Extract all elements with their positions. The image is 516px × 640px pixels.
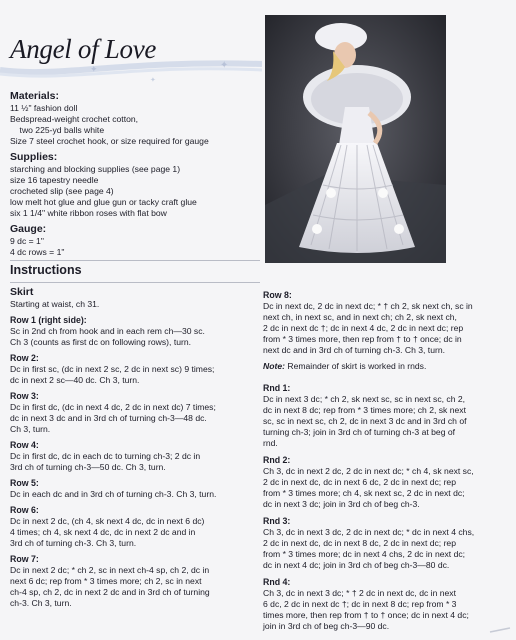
instructions-heading: Instructions [10, 263, 82, 277]
row-instruction-line: Ch 3, turn. [10, 424, 51, 434]
supplies-line: six 1 1/4" white ribbon roses with flat bow [10, 208, 167, 218]
row-instruction-line: Dc in next 2 dc, (ch 4, sk next 4 dc, dc in next 6 dc) [10, 516, 205, 526]
svg-text:✦: ✦ [150, 77, 156, 84]
round-instruction-line: Ch 3, dc in next 2 dc, 2 dc in next dc; * ch 4, sk next sc, [263, 466, 474, 476]
row-heading: Row 1 (right side): [10, 315, 87, 325]
row-block [10, 315, 260, 348]
row-heading: Row 4: [10, 440, 39, 450]
round-instruction-line: from * 3 times more; dc in next 4 chs, 2 dc in next dc; [263, 549, 466, 559]
round-block [263, 455, 513, 510]
row-instruction-line: Dc in first sc, (dc in next 2 sc, 2 dc in next sc) 9 times; [10, 364, 215, 374]
left-rows-list [10, 315, 260, 609]
round-instruction-line: turning ch-3; join in 3rd ch of turning ch-3 at beg of [263, 427, 456, 437]
round-block [263, 383, 513, 449]
row-block [10, 353, 260, 386]
row-instruction-line: 3rd ch of turning ch-3. Ch 3, turn. [10, 538, 137, 548]
gauge-line: 4 dc rows = 1" [10, 247, 65, 257]
round-instruction-line: Ch 3, dc in next 3 dc, 2 dc in next dc; * dc in next 4 chs, [263, 527, 475, 537]
svg-text:✦: ✦ [90, 64, 98, 74]
row-block [10, 505, 260, 549]
round-instruction-line: join in 3rd ch of beg ch-3—90 dc. [263, 621, 390, 631]
note [263, 361, 513, 372]
row-instruction-line: Dc in first dc, (dc in next 4 dc, 2 dc in next dc) 7 times; [10, 402, 216, 412]
right-rows-list [263, 290, 513, 356]
materials-line: Bedspread-weight crochet cotton, [10, 114, 139, 124]
page-title: Angel of Love [10, 34, 157, 64]
supplies-heading: Supplies: [10, 151, 58, 163]
round-instruction-line: from * 3 times more; ch 4, sk next sc, 2 dc in next dc; [263, 488, 465, 498]
supplies-line: low melt hot glue and glue gun or tacky craft glue [10, 197, 197, 207]
gauge-heading: Gauge: [10, 223, 47, 235]
row-instruction-line: next ch, in next sc, and in next ch; ch 2, sk next ch, [263, 312, 457, 322]
materials-line: 11 ½" fashion doll [10, 103, 78, 113]
supplies-line: crocheted slip (see page 4) [10, 186, 114, 196]
rounds-list [263, 383, 513, 632]
round-heading: Rnd 2: [263, 455, 291, 465]
round-block [263, 516, 513, 571]
round-instruction-line: Ch 3, dc in next 3 dc; * † 2 dc in next dc, dc in next [263, 588, 456, 598]
row-instruction-line: 3rd ch of turning ch-3—50 dc. Ch 3, turn. [10, 462, 166, 472]
row-instruction-line: 2 dc in next dc †; dc in next 4 dc, 2 dc in next dc; rep [263, 323, 464, 333]
row-heading: Row 2: [10, 353, 39, 363]
supplies-line: size 16 tapestry needle [10, 175, 99, 185]
round-instruction-line: 2 dc in next dc, dc in next 8 dc, 2 dc in next dc; rep [263, 538, 456, 548]
row-heading: Row 6: [10, 505, 39, 515]
round-instruction-line: sc, sc in next sc, ch 2, dc in next 3 dc and in 3rd ch of [263, 416, 467, 426]
row-instruction-line: 4 times; ch 4, sk next 4 dc, dc in next 2 dc and in [10, 527, 196, 537]
left-column [10, 90, 260, 609]
materials-line: two 225-yd balls white [10, 125, 105, 135]
supplies-line: starching and blocking supplies (see page 1) [10, 164, 181, 174]
row-instruction-line: dc in next 3 dc and in 3rd ch of turning ch-3—48 dc. [10, 413, 207, 423]
skirt-heading: Skirt [10, 286, 34, 298]
row-instruction-line: from * 3 times more, then rep from † to † once; dc in [263, 334, 462, 344]
round-instruction-line: rnd. [263, 438, 278, 448]
row-instruction-line: next dc and in 3rd ch of turning ch-3. Ch 3, turn. [263, 345, 446, 355]
row-instruction-line: next 6 dc; rep from * 3 times more; ch 2, sc in next [10, 576, 202, 586]
row-instruction-line: Dc in next dc, 2 dc in next dc; * † ch 2, sk next ch, sc in [263, 301, 473, 311]
doll-photo [265, 15, 446, 263]
round-instruction-line: times more, then rep from † to † once; dc in next 4 dc; [263, 610, 469, 620]
row-instruction-line: Ch 3 (counts as first dc on following rows), turn. [10, 337, 192, 347]
svg-text:✦: ✦ [220, 60, 229, 71]
round-instruction-line: dc in next 4 dc; join in 3rd ch of beg ch-3—80 dc. [263, 560, 450, 570]
row-block [10, 478, 260, 500]
row-instruction-line: Dc in each dc and in 3rd ch of turning ch-3. Ch 3, turn. [10, 489, 217, 499]
round-instruction-line: dc in next 3 dc; join in 3rd ch of beg ch-3. [263, 499, 420, 509]
gauge-line: 9 dc = 1" [10, 236, 44, 246]
row-block [10, 554, 260, 609]
materials-line: Size 7 steel crochet hook, or size required for gauge [10, 136, 209, 146]
note-text: Remainder of skirt is worked in rnds. [284, 361, 427, 371]
round-heading: Rnd 4: [263, 577, 291, 587]
row-heading: Row 8: [263, 290, 292, 300]
row-block [10, 440, 260, 473]
round-instruction-line: 6 dc, 2 dc in next dc †; dc in next 8 dc; rep from * 3 [263, 599, 457, 609]
row-instruction-line: Sc in 2nd ch from hook and in each rem ch—30 sc. [10, 326, 205, 336]
row-instruction-line: ch-3. Ch 3, turn. [10, 598, 72, 608]
row-instruction-line: Dc in next 2 dc; * ch 2, sc in next ch-4 sp, ch 2, dc in [10, 565, 210, 575]
crochet-angel-dress-image [265, 15, 446, 263]
row-heading: Row 5: [10, 478, 39, 488]
row-block [263, 290, 513, 356]
page-corner-mark [488, 626, 512, 634]
right-column [263, 290, 513, 632]
row-heading: Row 3: [10, 391, 39, 401]
note-label: Note: [263, 361, 285, 371]
row-heading: Row 7: [10, 554, 39, 564]
row-instruction-line: Dc in first dc, dc in each dc to turning ch-3; 2 dc in [10, 451, 201, 461]
round-heading: Rnd 1: [263, 383, 291, 393]
decorative-swoosh [0, 52, 262, 92]
row-instruction-line: ch-4 sp, ch 2, dc in next 2 dc and in 3rd ch of turning [10, 587, 210, 597]
row-instruction-line: dc in next 2 sc—40 dc. Ch 3, turn. [10, 375, 140, 385]
round-instruction-line: Dc in next 3 dc; * ch 2, sk next sc, sc in next sc, ch 2, [263, 394, 466, 404]
row-block [10, 391, 260, 435]
round-instruction-line: dc in next 8 dc; rep from * 3 times more; ch 2, sk next [263, 405, 466, 415]
round-heading: Rnd 3: [263, 516, 291, 526]
round-instruction-line: 2 dc in next dc, dc in next 6 dc, 2 dc in next dc; rep [263, 477, 456, 487]
skirt-intro: Starting at waist, ch 31. [10, 299, 100, 309]
round-block [263, 577, 513, 632]
materials-heading: Materials: [10, 90, 60, 102]
